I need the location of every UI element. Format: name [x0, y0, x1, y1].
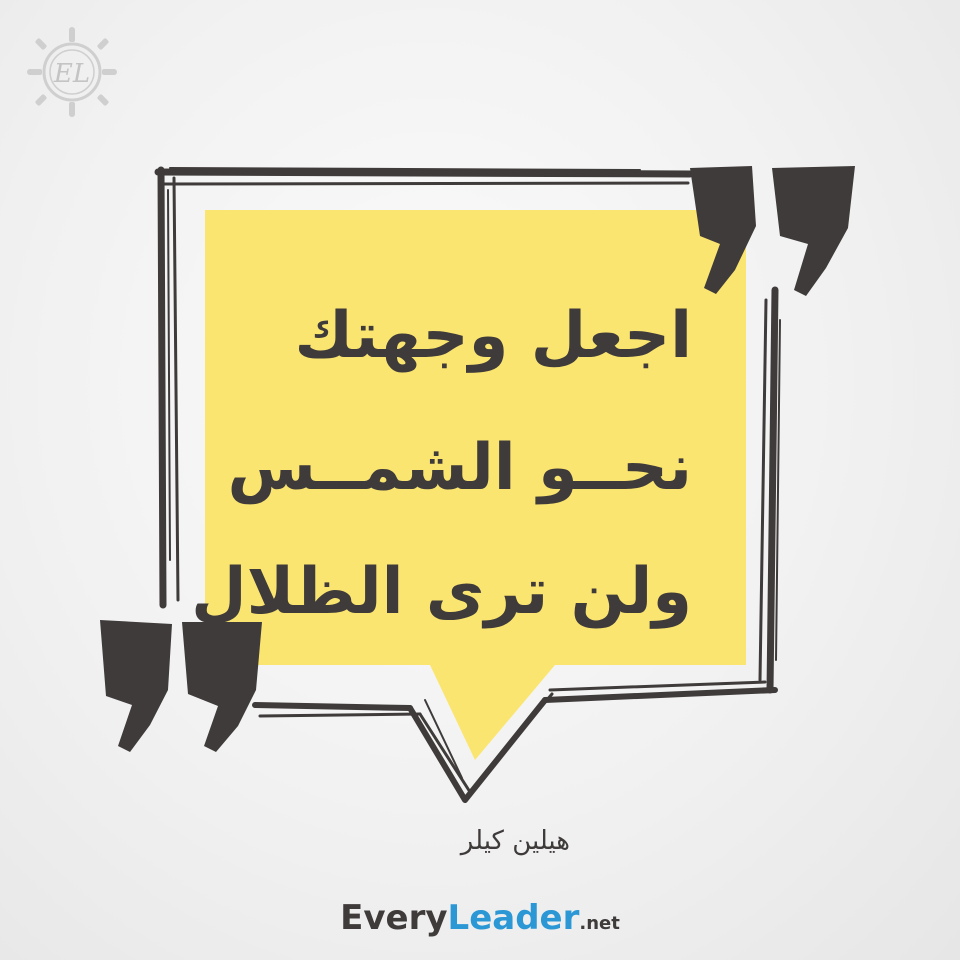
- quote-author: هيلين كيلر: [460, 826, 570, 856]
- brand-wordmark: [340, 898, 620, 938]
- brand-every: Every: [340, 898, 448, 938]
- quote-close-icon: [690, 166, 855, 296]
- svg-text:EL: EL: [53, 59, 91, 89]
- quote-line-3: ولن ترى الظلال: [191, 555, 692, 629]
- quote-open-icon: [100, 620, 262, 752]
- quote-line-1: اجعل وجهتك: [294, 299, 692, 373]
- brand-leader: Leader: [447, 898, 580, 938]
- quote-line-2: نحــو الشمــس: [227, 431, 692, 505]
- brand-tld: .net: [579, 913, 620, 934]
